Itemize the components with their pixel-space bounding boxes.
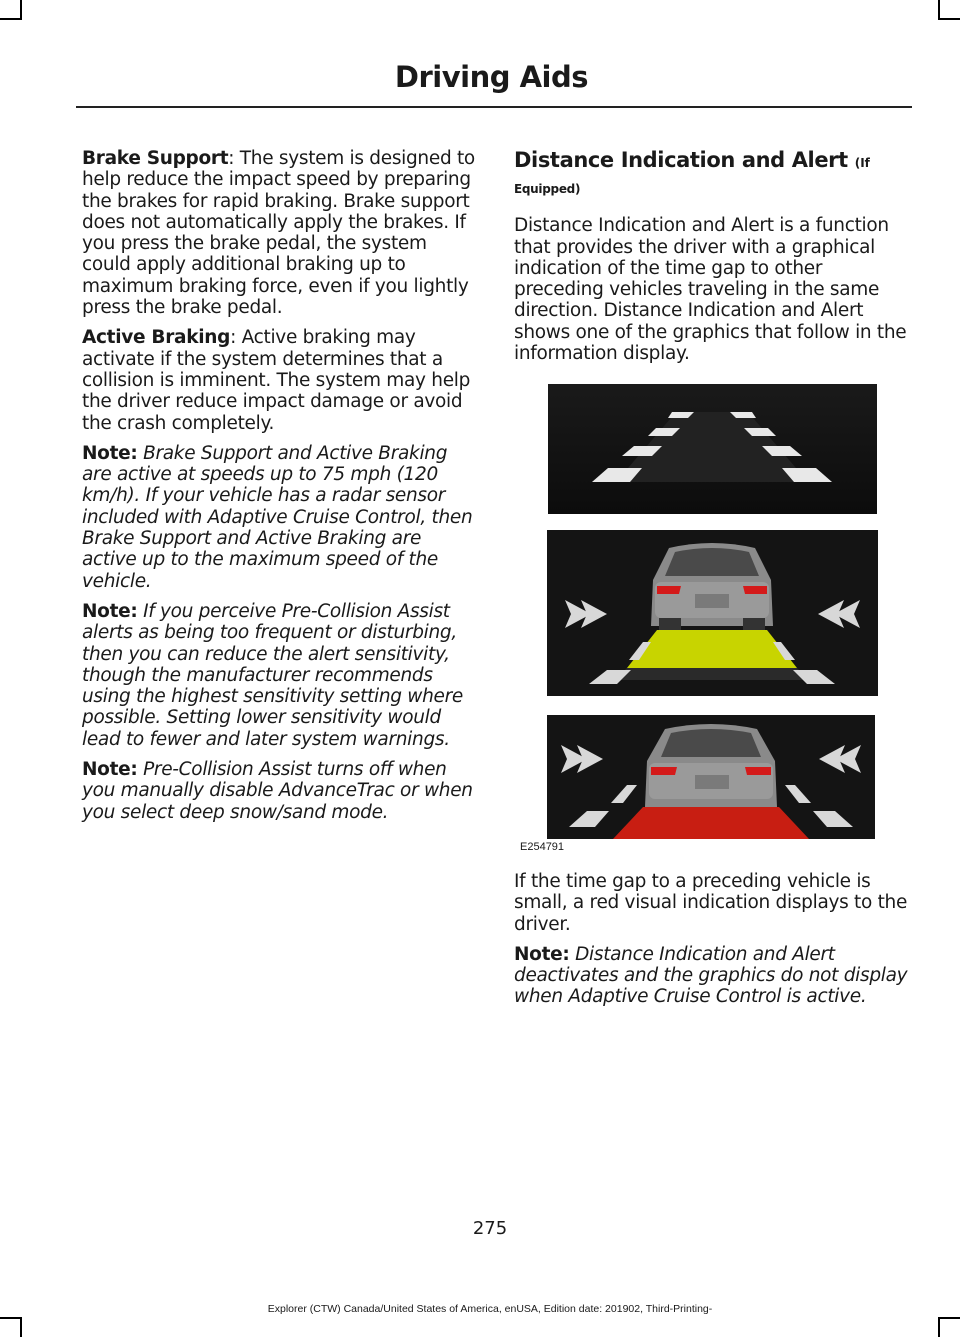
brake-support-paragraph (82, 148, 478, 318)
brake-support-term: Brake Support (82, 148, 229, 169)
note-sensitivity-paragraph (82, 601, 478, 750)
distance-graphic-yellow (547, 530, 878, 696)
active-braking-text: : Active braking may activate if the system determines that a collision is imminent. The system may help the driver reduce impact damage or avoid the crash completely. (82, 327, 471, 434)
section-heading-suffix: (If (854, 156, 870, 170)
active-braking-term: Active Braking (82, 327, 231, 349)
edition-footer: Explorer (CTW) Canada/United States of America, enUSA, Edition date: 201902, Third-Printing- (267, 1303, 713, 1315)
section-heading-subtext: Equipped) (514, 182, 581, 196)
figure-id: E254791 (520, 841, 565, 853)
crop-mark (20, 0, 22, 20)
note-label: Note: (82, 442, 138, 464)
red-indication-paragraph: If the time gap to a preceding vehicle is small, a red visual indication displays to the driver. (514, 871, 908, 935)
brake-support-text: : The system is designed to help reduce the impact speed by preparing the brakes for rapid braking. Brake support does not automatically apply the brakes. If you press the brake pedal, the system could apply additional braking up to maximum braking force, even if you lightly press the brake pedal. (82, 148, 475, 319)
note-label: Note: (82, 759, 138, 781)
crop-mark (940, 1317, 960, 1319)
note-label: Note: (514, 943, 570, 965)
crop-mark (0, 18, 20, 20)
page-title: Driving Aids (394, 60, 588, 94)
note-advancetrac-paragraph (82, 759, 478, 823)
intro-paragraph: Distance Indication and Alert is a function that provides the driver with a graphical indication of the time gap to other preceding vehicles traveling in the same direction. Distance Indication and Alert shows one of the graphics that follow in the information display. (514, 215, 907, 365)
note-text: Pre-Collision Assist turns off when you manually disable AdvanceTrac or when you select deep snow/sand mode. (82, 759, 473, 823)
note-acc-paragraph (514, 944, 910, 1008)
note-text: Distance Indication and Alert deactivates and the graphics do not display when Adaptive Cruise Control is active. (514, 943, 908, 1008)
right-column (514, 148, 910, 373)
note-label: Note: (82, 600, 138, 622)
left-column (82, 148, 478, 832)
section-heading-text: Distance Indication and Alert (514, 148, 848, 172)
right-column-continued (514, 871, 910, 1017)
crop-mark (940, 18, 960, 20)
active-braking-paragraph (82, 327, 478, 433)
crop-mark (20, 1317, 22, 1337)
note-speed-paragraph (82, 443, 478, 592)
page-number: 275 (472, 1218, 508, 1239)
crop-mark (938, 1317, 940, 1337)
section-heading (514, 148, 910, 175)
note-text: Brake Support and Active Braking are active at speeds up to 75 mph (120 km/h). If your vehicle has a radar sensor included with Adaptive Cruise Control, then Brake Support and Active Braking are active up to the maximum speed of the vehicle. (82, 442, 473, 592)
distance-graphic-red (547, 715, 875, 839)
distance-graphic-clear (548, 384, 877, 514)
crop-mark (938, 0, 940, 20)
header-divider (76, 106, 912, 108)
note-text: If you perceive Pre-Collision Assist alerts as being too frequent or disturbing, then you can reduce the alert sensitivity, though the manufacturer recommends using the highest sensitivity setting where possible. Setting lower sensitivity would lead to fewer and later system warnings. (82, 600, 464, 750)
crop-mark (0, 1317, 20, 1319)
